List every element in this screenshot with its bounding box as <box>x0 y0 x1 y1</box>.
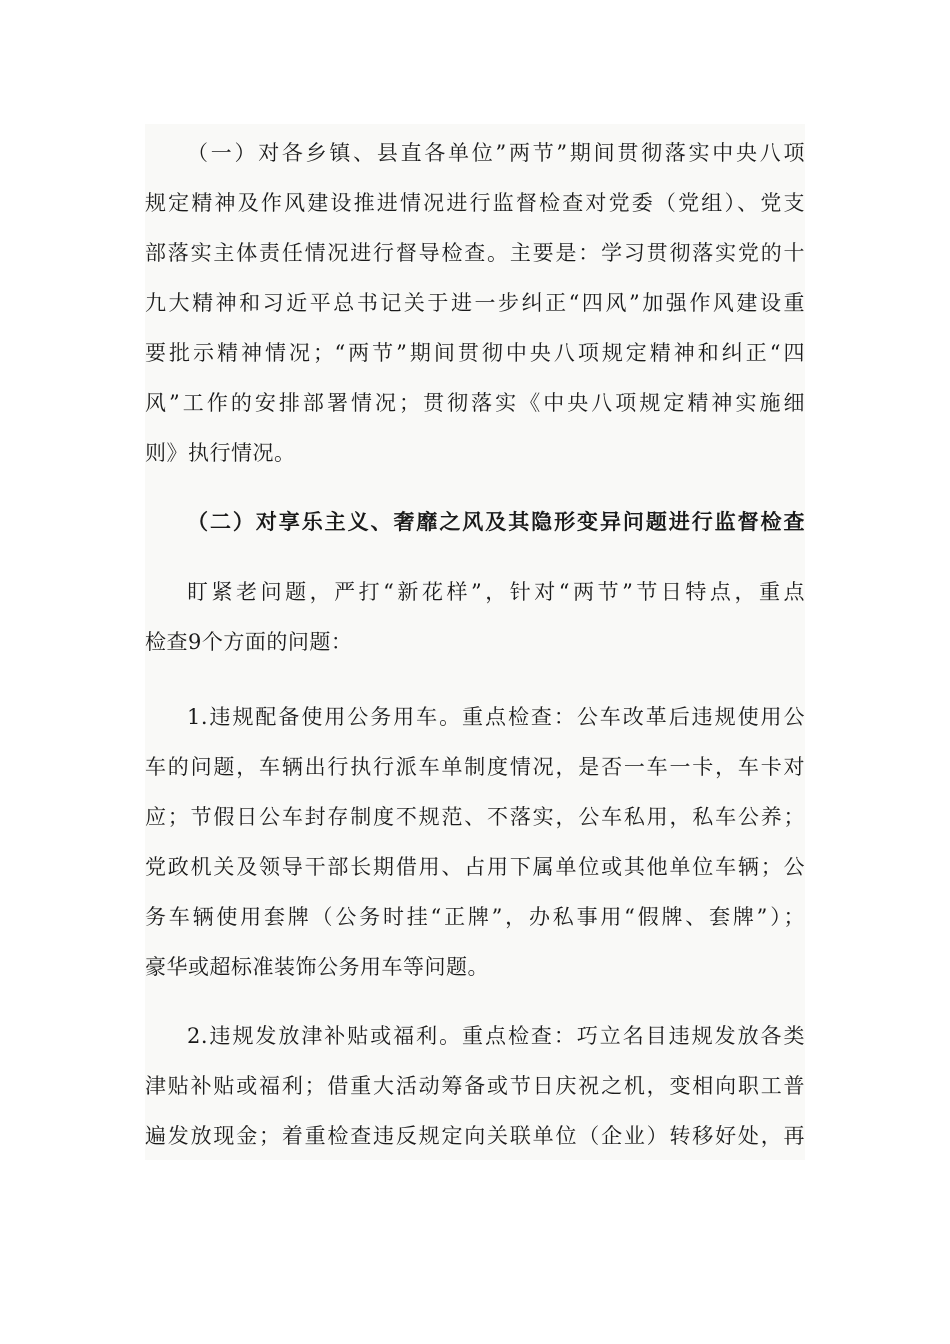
item-two-line-2: 津贴补贴或福利；借重大活动筹备或节日庆祝之机，变相向职工普 <box>145 1074 805 1098</box>
item-one-line-3: 应；节假日公车封存制度不规范、不落实，公车私用，私车公养； <box>145 805 805 829</box>
section-one-line-3: 部落实主体责任情况进行督导检查。主要是：学习贯彻落实党的十 <box>145 241 805 265</box>
section-two-intro-line-2: 检查9个方面的问题： <box>145 630 353 654</box>
section-one-line-1: （一）对各乡镇、县直各单位”两节”期间贯彻落实中央八项 <box>187 141 805 165</box>
section-one-line-2: 规定精神及作风建设推进情况进行监督检查对党委（党组）、党支 <box>145 191 805 215</box>
section-two-heading: （二）对享乐主义、奢靡之风及其隐形变异问题进行监督检查 <box>187 509 805 534</box>
item-two-line-3: 遍发放现金；着重检查违反规定向关联单位（企业）转移好处，再 <box>145 1124 805 1148</box>
section-one-line-4: 九大精神和习近平总书记关于进一步纠正“四风”加强作风建设重 <box>145 291 805 315</box>
item-one-line-1: 1.违规配备使用公务用车。重点检查：公车改革后违规使用公 <box>187 705 805 729</box>
item-one-line-5: 务车辆使用套牌（公务时挂“正牌”，办私事用“假牌、套牌”）； <box>145 905 805 929</box>
item-one-line-6: 豪华或超标准装饰公务用车等问题。 <box>145 955 489 979</box>
document-text-block <box>145 124 805 1160</box>
section-one-line-7: 则》执行情况。 <box>145 441 296 465</box>
item-one-line-2: 车的问题，车辆出行执行派车单制度情况，是否一车一卡，车卡对 <box>145 755 805 779</box>
section-two-intro-line-1: 盯紧老问题，严打“新花样”，针对“两节”节日特点，重点 <box>187 580 805 604</box>
section-one-line-5: 要批示精神情况；“两节”期间贯彻中央八项规定精神和纠正“四 <box>145 341 805 365</box>
item-one-line-4: 党政机关及领导干部长期借用、占用下属单位或其他单位车辆；公 <box>145 855 805 879</box>
item-two-line-1: 2.违规发放津补贴或福利。重点检查：巧立名目违规发放各类 <box>187 1024 805 1048</box>
section-one-line-6: 风”工作的安排部署情况；贯彻落实《中央八项规定精神实施细 <box>145 391 805 415</box>
